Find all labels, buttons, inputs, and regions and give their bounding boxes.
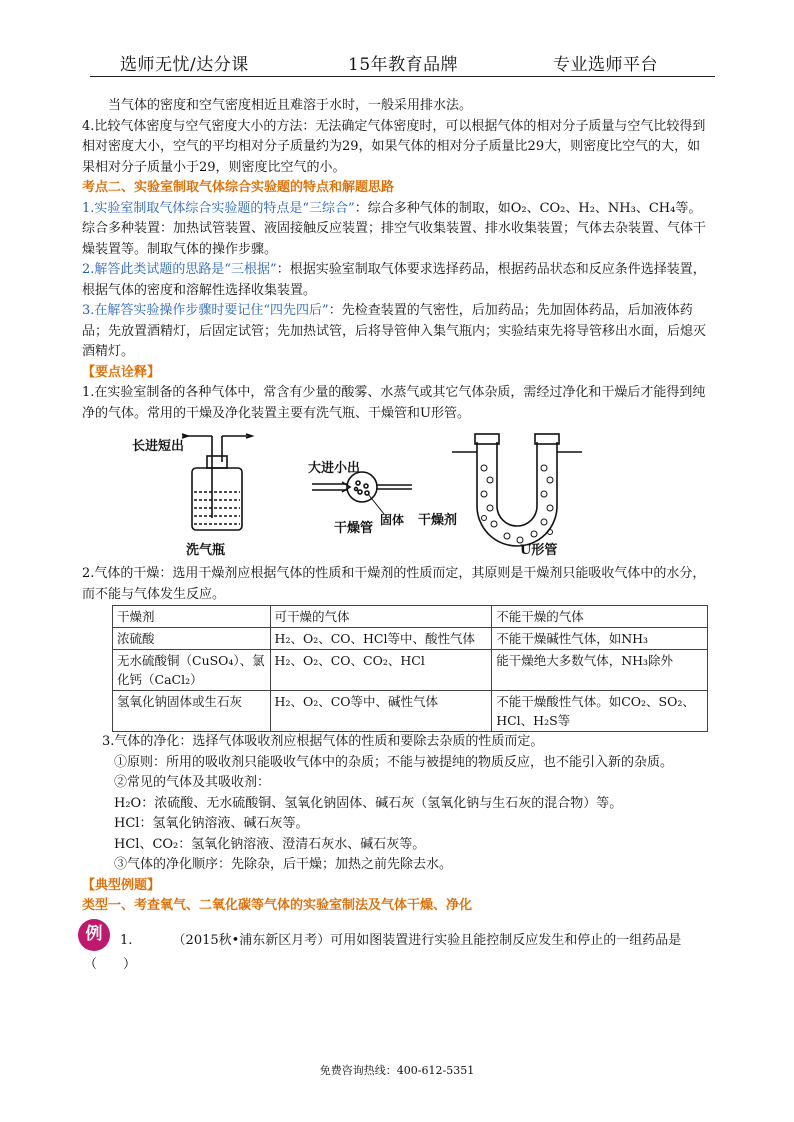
example-number: 1. — [120, 932, 133, 948]
example-badge: 例 — [78, 919, 110, 951]
table-cell: H₂、O₂、CO等中、碱性气体 — [270, 691, 492, 732]
paragraph-three-comprehensive — [82, 199, 712, 261]
table-header-cell: 干燥剂 — [113, 606, 271, 628]
table-cell: 不能干燥酸性气体。如CO₂、SO₂、HCl、H₂S等 — [492, 691, 708, 732]
absorbent-hcl: HCl：氢氧化钠溶液、碱石灰等。 — [114, 816, 309, 831]
example-answer-blank: （ ） — [84, 956, 137, 972]
table-header-row — [113, 606, 708, 628]
table-cell: 能干燥绝大多数气体，NH₃除外 — [492, 650, 708, 691]
table-row — [113, 628, 708, 650]
table-cell: 浓硫酸 — [113, 628, 271, 650]
paragraph-purify-intro: 1.在实验室制备的各种气体中，常含有少量的酸雾、水蒸气或其它气体杂质，需经过净化和干燥后才能得到纯净的气体。常用的干燥及净化装置主要有洗气瓶、干燥管和U形管。 — [82, 385, 706, 421]
paragraph-density-compare: 4.比较气体密度与空气密度大小的方法：无法确定气体密度时，可以根据气体的相对分子质量与空气比较得到相对密度大小，空气的平均相对分子质量约为29，如果气体的相对分子质量比29大，则密度比空气的大，如果相对分子质量小于29，则密度比空气的小。 — [82, 118, 706, 175]
section-title-2: 考点二、实验室制取气体综合实验题的特点和解题思路 — [82, 180, 395, 195]
paragraph-three-basis — [82, 260, 712, 301]
table-header-cell: 可干燥的气体 — [270, 606, 492, 628]
paragraph-purification: 3.气体的净化：选择气体吸收剂应根据气体的性质和要除去杂质的性质而定。 — [102, 734, 544, 749]
u-tube-label: U形管 — [520, 543, 558, 558]
apparatus-illustration — [122, 428, 642, 558]
keypoints-title: 【要点诠释】 — [82, 364, 161, 380]
point-2-heading: 2.解答此类试题的思路是“三根据” — [82, 262, 277, 277]
absorbent-h2o: H₂O：浓硫酸、无水硫酸铜、氢氧化钠固体、碱石灰（氢氧化钠与生石灰的混合物）等。 — [114, 795, 623, 811]
page-content — [82, 96, 712, 972]
point-1-heading: 1.实验室制取气体综合实验题的特点是“三综合” — [82, 200, 355, 216]
type-1-title: 类型一、考查氧气、二氧化碳等气体的实验室制法及气体干燥、净化 — [82, 898, 473, 913]
table-cell: H₂、O₂、CO、CO₂、HCl — [270, 650, 492, 691]
table-header-cell: 不能干燥的气体 — [492, 606, 708, 628]
purification-order: ③气体的净化顺序：先除杂，后干燥；加热之前先除去水。 — [114, 857, 453, 872]
table-cell: 氢氧化钠固体或生石灰 — [113, 691, 271, 732]
solid-label: 固体 — [380, 513, 405, 527]
point-3-heading: 3.在解答实验操作步骤时要记住“四先四后” — [82, 303, 329, 318]
apparatus-figure — [82, 428, 712, 558]
header-center: 15年教育品牌 — [348, 55, 459, 75]
purification-absorbents-heading: ②常见的气体及其吸收剂： — [114, 775, 271, 790]
point-2-body: ：根据实验室制取气体要求选择药品，根据药品状态和反应条件选择装置，根据气体的密度和溶解性选择收集装置。 — [82, 262, 706, 298]
u-tube-drawing — [452, 434, 582, 546]
example-text: （2015秋•浦东新区月考）可用如图装置进行实验且能控制反应发生和停止的一组药品是 — [172, 932, 682, 948]
long-in-short-out-label: 长进短出 — [132, 439, 185, 454]
purification-principle: ①原则：所用的吸收剂只能吸收气体中的杂质；不能与被提纯的物质反应，也不能引入新的杂质。 — [114, 754, 674, 770]
paragraph-water-method: 当气体的密度和空气密度相近且难溶于水时，一般采用排水法。 — [108, 98, 473, 113]
point-1-body: ：综合多种气体的制取，如O₂、CO₂、H₂、NH₃、CH₄等。综合多种装置：加热试管装置、液固接触反应装置；排空气收集装置、排水收集装置；气体去杂装置、气体干燥装置等。制取气体的操作步骤。 — [82, 200, 707, 257]
wash-bottle-drawing — [182, 434, 252, 530]
table-cell: 无水硫酸铜（CuSO₄）、氯化钙（CaCl₂） — [113, 650, 271, 691]
page-header — [90, 50, 715, 77]
big-in-small-out-label: 大进小出 — [308, 461, 361, 476]
wash-bottle-label: 洗气瓶 — [186, 543, 226, 558]
example-1 — [82, 917, 712, 972]
table-row — [113, 691, 708, 732]
header-right: 专业选师平台 — [553, 55, 658, 75]
examples-title: 【典型例题】 — [82, 877, 161, 893]
paragraph-drying: 2.气体的干燥：选用干燥剂应根据气体的性质和干燥剂的性质而定，其原则是干燥剂只能吸收气体中的水分，而不能与气体发生反应。 — [82, 566, 706, 602]
table-row — [113, 650, 708, 691]
drying-tube-label: 干燥管 — [334, 521, 374, 536]
table-cell: H₂、O₂、CO、HCl等中、酸性气体 — [270, 628, 492, 650]
example-question — [120, 931, 681, 952]
table-cell: 不能干燥碱性气体，如NH₃ — [492, 628, 708, 650]
point-3-body: ：先检查装置的气密性，后加药品；先加固体药品，后加液体药品；先放置酒精灯，后固定试管；先加热试管，后将导管伸入集气瓶内；实验结束先将导管移出水面，后熄灭酒精灯。 — [82, 303, 707, 359]
desiccant-table — [112, 605, 708, 732]
drying-tube-drawing — [312, 472, 412, 514]
page-footer: 免费咨询热线：400-612-5351 — [319, 1064, 475, 1077]
absorbent-hcl-co2: HCl、CO₂：氢氧化钠溶液、澄清石灰水、碱石灰等。 — [114, 836, 426, 852]
paragraph-four-first — [82, 301, 712, 363]
desiccant-label: 干燥剂 — [418, 513, 458, 528]
header-left: 选师无忧/达分课 — [120, 55, 249, 75]
